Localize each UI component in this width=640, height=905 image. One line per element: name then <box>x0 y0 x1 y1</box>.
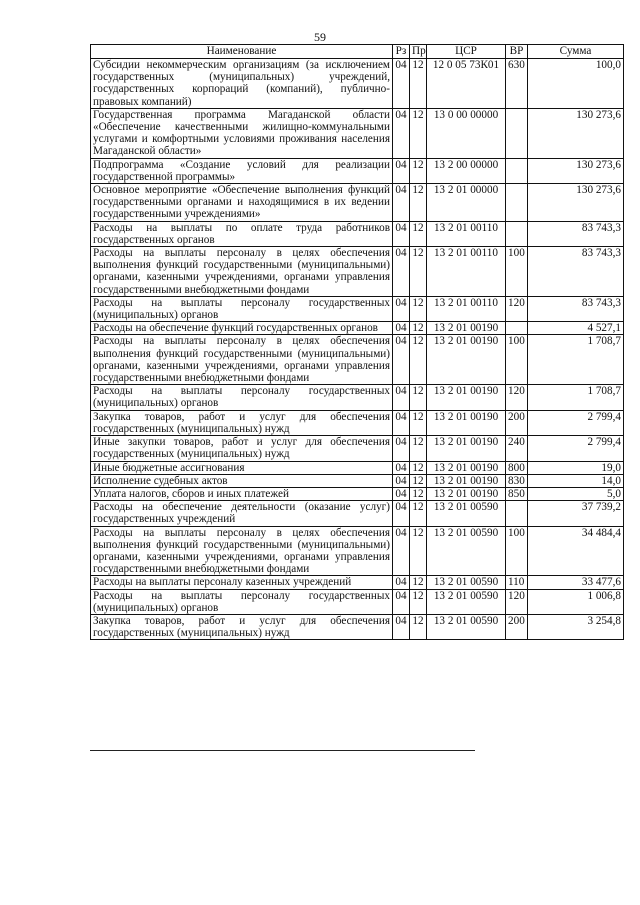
cell-name: Субсидии некоммерческим организациям (за исключением государственных (муниципальных) учреждений, государственных корпораций (компаний), публично-правовых компаний) <box>91 59 393 109</box>
header-vr: ВР <box>506 45 528 59</box>
cell-rz: 04 <box>393 436 410 461</box>
cell-sum: 5,0 <box>528 487 624 500</box>
cell-sum: 100,0 <box>528 59 624 109</box>
cell-sum: 130 273,6 <box>528 108 624 158</box>
cell-sum: 37 739,2 <box>528 501 624 526</box>
table-row <box>91 526 624 576</box>
cell-vr <box>506 501 528 526</box>
table-row <box>91 108 624 158</box>
cell-csr: 13 0 00 00000 <box>427 108 506 158</box>
cell-rz: 04 <box>393 410 410 435</box>
table-row <box>91 296 624 321</box>
cell-pr: 12 <box>410 247 427 297</box>
table-row <box>91 614 624 639</box>
cell-pr: 12 <box>410 59 427 109</box>
cell-pr: 12 <box>410 576 427 589</box>
cell-csr: 13 2 01 00590 <box>427 589 506 614</box>
table-row <box>91 158 624 183</box>
cell-pr: 12 <box>410 589 427 614</box>
cell-pr: 12 <box>410 410 427 435</box>
cell-rz: 04 <box>393 322 410 335</box>
cell-pr: 12 <box>410 461 427 474</box>
cell-csr: 13 2 01 00190 <box>427 335 506 385</box>
cell-csr: 13 2 01 00190 <box>427 322 506 335</box>
cell-vr <box>506 322 528 335</box>
cell-pr: 12 <box>410 221 427 246</box>
cell-vr: 200 <box>506 410 528 435</box>
table-row <box>91 501 624 526</box>
cell-name: Закупка товаров, работ и услуг для обеспечения государственных (муниципальных) нужд <box>91 410 393 435</box>
cell-csr: 13 2 01 00000 <box>427 184 506 222</box>
cell-vr: 100 <box>506 335 528 385</box>
cell-rz: 04 <box>393 296 410 321</box>
cell-vr: 110 <box>506 576 528 589</box>
cell-name: Расходы на выплаты персоналу казенных учреждений <box>91 576 393 589</box>
cell-rz: 04 <box>393 59 410 109</box>
cell-pr: 12 <box>410 501 427 526</box>
cell-rz: 04 <box>393 526 410 576</box>
cell-csr: 13 2 01 00110 <box>427 221 506 246</box>
cell-name: Расходы на выплаты персоналу государственных (муниципальных) органов <box>91 589 393 614</box>
cell-vr <box>506 158 528 183</box>
cell-name: Иные бюджетные ассигнования <box>91 461 393 474</box>
cell-sum: 83 743,3 <box>528 221 624 246</box>
table-row <box>91 322 624 335</box>
cell-vr: 800 <box>506 461 528 474</box>
cell-vr: 200 <box>506 614 528 639</box>
cell-name: Подпрограмма «Создание условий для реализации государственной программы» <box>91 158 393 183</box>
cell-name: Расходы на выплаты персоналу в целях обеспечения выполнения функций государственными (муниципальными) органами, казенными учреждениями, органами управления государственными внебюджетными фондами <box>91 526 393 576</box>
header-pr: Пр <box>410 45 427 59</box>
table-body <box>91 59 624 640</box>
page-number: 59 <box>314 30 326 44</box>
table-row <box>91 589 624 614</box>
cell-name: Уплата налогов, сборов и иных платежей <box>91 487 393 500</box>
table-row <box>91 410 624 435</box>
cell-csr: 13 2 01 00190 <box>427 410 506 435</box>
cell-csr: 13 2 01 00190 <box>427 487 506 500</box>
cell-rz: 04 <box>393 576 410 589</box>
cell-sum: 3 254,8 <box>528 614 624 639</box>
cell-pr: 12 <box>410 108 427 158</box>
cell-name: Закупка товаров, работ и услуг для обеспечения государственных (муниципальных) нужд <box>91 614 393 639</box>
cell-sum: 4 527,1 <box>528 322 624 335</box>
cell-sum: 34 484,4 <box>528 526 624 576</box>
cell-csr: 13 2 00 00000 <box>427 158 506 183</box>
cell-vr: 120 <box>506 589 528 614</box>
table-row <box>91 184 624 222</box>
cell-name: Государственная программа Магаданской области «Обеспечение качественными жилищно-коммунальными услугами и комфортными условиями проживания населения Магаданской области» <box>91 108 393 158</box>
cell-sum: 1 006,8 <box>528 589 624 614</box>
table-row <box>91 385 624 410</box>
table-row <box>91 335 624 385</box>
cell-rz: 04 <box>393 474 410 487</box>
cell-rz: 04 <box>393 184 410 222</box>
table-row <box>91 436 624 461</box>
cell-name: Расходы на выплаты персоналу государственных (муниципальных) органов <box>91 296 393 321</box>
table-row <box>91 247 624 297</box>
header-sum: Сумма <box>528 45 624 59</box>
cell-pr: 12 <box>410 296 427 321</box>
cell-vr: 240 <box>506 436 528 461</box>
cell-vr: 850 <box>506 487 528 500</box>
cell-vr: 120 <box>506 296 528 321</box>
cell-name: Расходы на обеспечение функций государственных органов <box>91 322 393 335</box>
table-row <box>91 474 624 487</box>
cell-sum: 1 708,7 <box>528 335 624 385</box>
cell-pr: 12 <box>410 474 427 487</box>
cell-sum: 14,0 <box>528 474 624 487</box>
cell-vr: 830 <box>506 474 528 487</box>
cell-pr: 12 <box>410 436 427 461</box>
cell-rz: 04 <box>393 247 410 297</box>
table-row <box>91 576 624 589</box>
cell-csr: 13 2 01 00110 <box>427 296 506 321</box>
cell-rz: 04 <box>393 385 410 410</box>
table-row <box>91 461 624 474</box>
cell-csr: 13 2 01 00110 <box>427 247 506 297</box>
cell-sum: 33 477,6 <box>528 576 624 589</box>
cell-vr: 100 <box>506 526 528 576</box>
cell-rz: 04 <box>393 501 410 526</box>
cell-csr: 13 2 01 00190 <box>427 385 506 410</box>
header-rz: Рз <box>393 45 410 59</box>
cell-sum: 130 273,6 <box>528 158 624 183</box>
cell-pr: 12 <box>410 526 427 576</box>
cell-csr: 13 2 01 00190 <box>427 474 506 487</box>
cell-vr: 100 <box>506 247 528 297</box>
table-row <box>91 59 624 109</box>
cell-name: Расходы на выплаты персоналу в целях обеспечения выполнения функций государственными (муниципальными) органами, казенными учреждениями, органами управления государственными внебюджетными фондами <box>91 335 393 385</box>
cell-vr <box>506 221 528 246</box>
cell-pr: 12 <box>410 614 427 639</box>
cell-rz: 04 <box>393 614 410 639</box>
cell-pr: 12 <box>410 385 427 410</box>
budget-table <box>90 44 624 640</box>
cell-csr: 13 2 01 00590 <box>427 576 506 589</box>
cell-sum: 1 708,7 <box>528 385 624 410</box>
cell-name: Исполнение судебных актов <box>91 474 393 487</box>
cell-sum: 2 799,4 <box>528 436 624 461</box>
cell-sum: 19,0 <box>528 461 624 474</box>
cell-name: Расходы на выплаты персоналу в целях обеспечения выполнения функций государственными (муниципальными) органами, казенными учреждениями, органами управления государственными внебюджетными фондами <box>91 247 393 297</box>
cell-name: Расходы на обеспечение деятельности (оказание услуг) государственных учреждений <box>91 501 393 526</box>
cell-sum: 130 273,6 <box>528 184 624 222</box>
cell-sum: 2 799,4 <box>528 410 624 435</box>
cell-pr: 12 <box>410 487 427 500</box>
cell-sum: 83 743,3 <box>528 296 624 321</box>
table-header-row <box>91 45 624 59</box>
cell-name: Расходы на выплаты персоналу государственных (муниципальных) органов <box>91 385 393 410</box>
cell-csr: 13 2 01 00190 <box>427 436 506 461</box>
cell-rz: 04 <box>393 108 410 158</box>
cell-pr: 12 <box>410 335 427 385</box>
header-name: Наименование <box>91 45 393 59</box>
cell-csr: 13 2 01 00590 <box>427 526 506 576</box>
cell-csr: 12 0 05 73К01 <box>427 59 506 109</box>
cell-pr: 12 <box>410 322 427 335</box>
cell-name: Основное мероприятие «Обеспечение выполнения функций государственными органами и находящимися в их ведении государственными учреждениями» <box>91 184 393 222</box>
cell-name: Иные закупки товаров, работ и услуг для обеспечения государственных (муниципальных) нужд <box>91 436 393 461</box>
cell-name: Расходы на выплаты по оплате труда работников государственных органов <box>91 221 393 246</box>
cell-vr <box>506 184 528 222</box>
cell-vr <box>506 108 528 158</box>
footer-divider <box>90 750 475 751</box>
cell-rz: 04 <box>393 487 410 500</box>
cell-csr: 13 2 01 00590 <box>427 501 506 526</box>
cell-pr: 12 <box>410 184 427 222</box>
cell-rz: 04 <box>393 335 410 385</box>
header-csr: ЦСР <box>427 45 506 59</box>
cell-pr: 12 <box>410 158 427 183</box>
cell-rz: 04 <box>393 221 410 246</box>
cell-rz: 04 <box>393 461 410 474</box>
cell-rz: 04 <box>393 158 410 183</box>
table-row <box>91 221 624 246</box>
cell-vr: 120 <box>506 385 528 410</box>
cell-sum: 83 743,3 <box>528 247 624 297</box>
cell-csr: 13 2 01 00190 <box>427 461 506 474</box>
cell-rz: 04 <box>393 589 410 614</box>
cell-vr: 630 <box>506 59 528 109</box>
table-row <box>91 487 624 500</box>
cell-csr: 13 2 01 00590 <box>427 614 506 639</box>
